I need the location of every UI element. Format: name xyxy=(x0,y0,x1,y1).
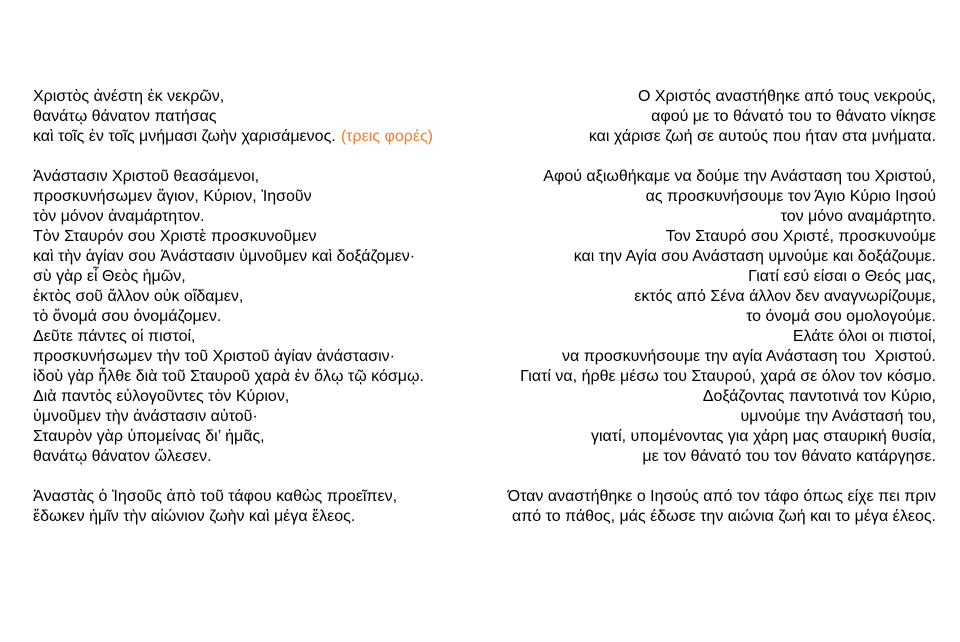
repeat-note: (τρεις φορές) xyxy=(340,128,433,145)
stanza-anastas-translation xyxy=(466,487,936,527)
poem-line: Ἀνάστασιν Χριστοῦ θεασάμενοι, xyxy=(33,168,260,185)
poem-line: καὶ τὴν ἁγίαν σου Ἀνάστασιν ὑμνοῦμεν καὶ δοξάζομεν· xyxy=(33,248,416,265)
stanza-anastasin-translation xyxy=(466,167,936,467)
poem-line: προσκυνήσωμεν τὴν τοῦ Χριστοῦ ἁγίαν ἀνάστασιν· xyxy=(33,348,395,365)
poem-line: Γιατί να, ήρθε μέσω του Σταυρού, χαρά σε όλον τον κόσμο. xyxy=(520,368,936,385)
poem-line: ἰδοὺ γὰρ ἦλθε διὰ τοῦ Σταυροῦ χαρὰ ἐν ὅλῳ τῷ κόσμῳ. xyxy=(33,368,424,385)
original-text-column xyxy=(33,87,503,527)
poem-line: ας προσκυνήσουμε τον Άγιο Κύριο Ιησού xyxy=(645,188,936,205)
poem-line: τον μόνο αναμάρτητο. xyxy=(780,208,936,225)
poem-line: με τον θάνατό του τον θάνατο κατάργησε. xyxy=(642,448,936,465)
poem-line: Σταυρὸν γὰρ ὑπομείνας δι’ ἡμᾶς, xyxy=(33,428,265,445)
poem-line: εκτός από Σένα άλλον δεν αναγνωρίζουμε, xyxy=(634,288,936,305)
poem-line: θανάτῳ θάνατον ὤλεσεν. xyxy=(33,448,212,465)
poem-line: Χριστὸς ἀνέστη ἐκ νεκρῶν, xyxy=(33,88,225,105)
poem-line: υμνούμε την Ανάστασή του, xyxy=(740,408,936,425)
poem-line: Ο Χριστός αναστήθηκε από τους νεκρούς, xyxy=(637,88,936,105)
stanza-troparion-original xyxy=(33,87,503,147)
translation-column xyxy=(466,87,936,527)
poem-line: αφού με το θάνατό του το θάνατο νίκησε xyxy=(651,108,936,125)
poem-line: Δεῦτε πάντες οἱ πιστοί, xyxy=(33,328,196,345)
poem-line: το όνομά σου ομολογούμε. xyxy=(746,308,936,325)
poem-line: προσκυνήσωμεν ἅγιον, Κύριον, Ἰησοῦν xyxy=(33,188,312,205)
poem-line: και την Αγία σου Ανάσταση υμνούμε και δοξάζουμε. xyxy=(573,248,936,265)
poem-line: Γιατί εσύ είσαι ο Θεός μας, xyxy=(748,268,936,285)
poem-line-with-note xyxy=(33,127,503,147)
poem-line: ἔδωκεν ἡμῖν τὴν αἰώνιον ζωὴν καὶ μέγα ἔλεος. xyxy=(33,508,356,525)
poem-line: τὸ ὄνομά σου ὀνομάζομεν. xyxy=(33,308,222,325)
poem-line: Όταν αναστήθηκε ο Ιησούς από τον τάφο όπως είχε πει πριν xyxy=(507,488,936,505)
poem-line: γιατί, υπομένοντας για χάρη μας σταυρική θυσία, xyxy=(590,428,936,445)
poem-line: Τον Σταυρό σου Χριστέ, προσκυνούμε xyxy=(665,228,936,245)
poem-line: να προσκυνήσουμε την αγία Ανάσταση του Χριστού. xyxy=(562,348,936,365)
poem-line-text: καὶ τοῖς ἐν τοῖς μνήμασι ζωὴν χαρισάμενος. xyxy=(33,128,336,145)
poem-line: τὸν μόνον ἀναμάρτητον. xyxy=(33,208,205,225)
poem-line: Ἀναστὰς ὁ Ἰησοῦς ἀπὸ τοῦ τάφου καθὼς προεῖπεν, xyxy=(33,488,398,505)
poem-line: ὑμνοῦμεν τὴν ἀνάστασιν αὐτοῦ· xyxy=(33,408,258,425)
poem-line: Διὰ παντὸς εὐλογοῦντες τὸν Κύριον, xyxy=(33,388,290,405)
poem-line: Αφού αξιωθήκαμε να δούμε την Ανάσταση του Χριστού, xyxy=(543,168,936,185)
stanza-troparion-translation xyxy=(466,87,936,147)
stanza-anastas-original xyxy=(33,487,503,527)
poem-line: θανάτῳ θάνατον πατήσας xyxy=(33,108,217,125)
poem-line: Δοξάζοντας παντοτινά τον Κύριο, xyxy=(702,388,936,405)
poem-line: Τὸν Σταυρόν σου Χριστὲ προσκυνοῦμεν xyxy=(33,228,317,245)
poem-line: και χάρισε ζωή σε αυτούς που ήταν στα μνήματα. xyxy=(588,128,936,145)
poem-line: από το πάθος, μάς έδωσε την αιώνια ζωή και το μέγα έλεος. xyxy=(511,508,936,525)
poem-line: σὺ γὰρ εἶ Θεὸς ἡμῶν, xyxy=(33,268,186,285)
poem-line: Ελάτε όλοι οι πιστοί, xyxy=(792,328,936,345)
poem-line: ἐκτὸς σοῦ ἄλλον οὐκ οἴδαμεν, xyxy=(33,288,244,305)
stanza-anastasin-original xyxy=(33,167,503,467)
